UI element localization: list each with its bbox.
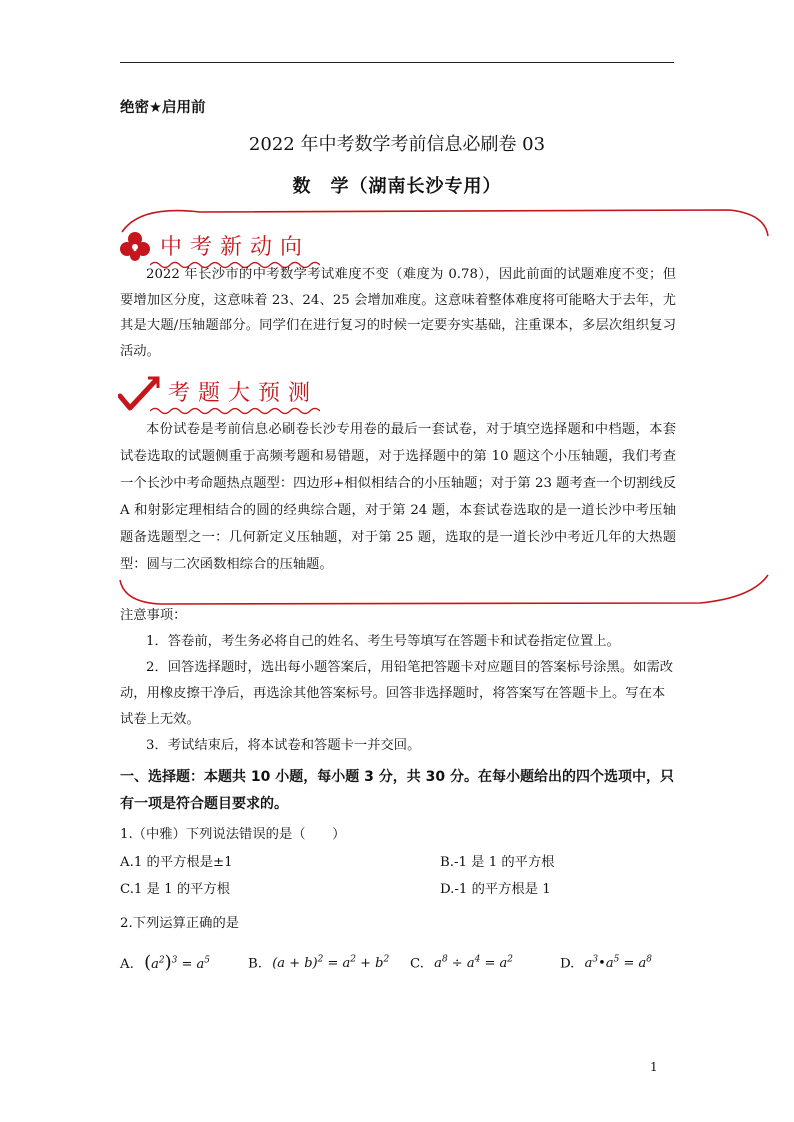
q1-option-d: D.-1 的平方根是 1 bbox=[440, 882, 551, 897]
page-title: 2022 年中考数学考前信息必刷卷 03 bbox=[248, 134, 546, 155]
q1-option-c: C.1 是 1 的平方根 bbox=[120, 882, 231, 897]
confidential-label: 绝密★启用前 bbox=[120, 100, 206, 116]
q2-option-c-formula: $a^8 \div a^4 = a^2$ bbox=[434, 955, 513, 972]
q2-option-a-label: A. bbox=[120, 957, 134, 972]
q2-option-a-formula: $(a^2)^3 = a^5$ bbox=[144, 952, 211, 973]
flower-icon bbox=[118, 230, 152, 264]
note-item-1: 1．答卷前，考生务必将自己的姓名、考生号等填写在答题卡和试卷指定位置上。 bbox=[146, 634, 620, 649]
q2-option-d-formula: $a^3•a^5 = a^8$ bbox=[584, 955, 652, 972]
q2-option-b-label: B. bbox=[248, 956, 262, 972]
q1-option-a: A.1 的平方根是±1 bbox=[120, 855, 233, 870]
q2-option-d bbox=[560, 955, 652, 971]
q2-option-a bbox=[120, 952, 210, 973]
q1-option-b: B.-1 是 1 的平方根 bbox=[440, 855, 555, 870]
section-heading bbox=[120, 764, 680, 818]
question-1-stem: 1.（中雅）下列说法错误的是（ ） bbox=[120, 827, 346, 842]
q2-option-d-label: D. bbox=[560, 956, 575, 972]
note-item-2: 2．回答选择题时，选出每小题答案后，用铅笔把答题卡对应题目的答案标号涂黑。如需改动，用橡皮擦干净后，再选涂其他答案标号。回答非选择题时，将答案写在答题卡上。写在本试卷上无效。 bbox=[120, 660, 674, 727]
question-2-stem: 2.下列运算正确的是 bbox=[120, 916, 240, 931]
notes-block bbox=[120, 603, 676, 759]
wavy-underline-2 bbox=[150, 406, 320, 416]
trend-paragraph bbox=[120, 262, 676, 364]
q2-option-b-formula: $(a + b)^2 = a^2 + b^2$ bbox=[272, 955, 390, 972]
q2-option-c-label: C. bbox=[410, 956, 424, 972]
page-subtitle: 数 学（湖南长沙专用） bbox=[292, 176, 502, 197]
forecast-heading: 考题大预测 bbox=[168, 381, 319, 406]
section-heading-text: 一、选择题：本题共 10 小题，每小题 3 分，共 30 分。在每小题给出的四个选项中，只有一项是符合题目要求的。 bbox=[120, 769, 674, 812]
trend-text: 2022 年长沙市的中考数学考试难度不变（难度为 0.78），因此前面的试题难度不变；但要增加区分度，这意味着 23、24、25 会增加难度。这意味着整体难度将可能略大于去年，尤其是大题/压轴题部分。同学们在进行复习的时候一定要夯实基础，注重课本，多层次组织复习活动。 bbox=[120, 267, 676, 359]
forecast-paragraph bbox=[120, 416, 676, 578]
q2-option-b bbox=[248, 955, 389, 971]
note-item-3: 3．考试结束后，将本试卷和答题卡一并交回。 bbox=[146, 738, 421, 753]
forecast-text: 本份试卷是考前信息必刷卷长沙专用卷的最后一套试卷，对于填空选择题和中档题，本套试卷选取的试题侧重于高频考题和易错题，对于选择题中的第 10 题这个小压轴题，我们考查一个长沙中考命题热点题型：四边形+相似相结合的小压轴题；对于第 23 题考查一个切割线反 A 和射影定理相结合的圆的经典综合题，对于第 24 题，本套试卷选取的是一道长沙中考压轴题备选题型之一：几何新定义压轴题，对于第 25 题，选取的是一道长沙中考近几年的大热题型：圆与二次函数相综合的压轴题。 bbox=[120, 422, 676, 572]
trend-heading: 中考新动向 bbox=[160, 235, 311, 260]
q2-option-c bbox=[410, 955, 513, 971]
notes-title: 注意事项： bbox=[120, 608, 187, 623]
page-number: 1 bbox=[650, 1060, 658, 1074]
